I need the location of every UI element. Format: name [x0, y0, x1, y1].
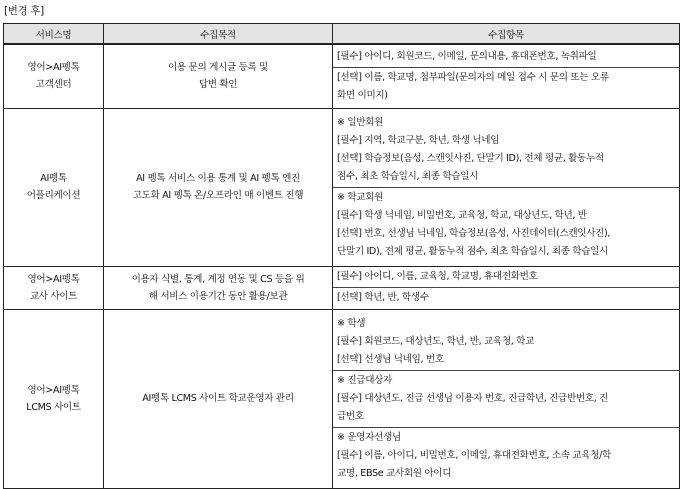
items-block	[333, 67, 679, 106]
purpose-cell	[104, 44, 333, 108]
purpose-line: AI 펭톡 서비스 이용 통계 및 AI 펭톡 엔진	[136, 173, 300, 184]
service-name-line: 영어>AI펭톡	[27, 384, 80, 396]
service-name-line: AI펭톡	[40, 173, 67, 184]
items-line: ※ 진급대상자	[337, 374, 392, 386]
service-name-line: LCMS 사이트	[26, 401, 81, 413]
items-block	[333, 287, 679, 308]
items-cell	[333, 108, 680, 266]
items-line: [선택] 선생님 닉네임, 번호	[337, 353, 444, 365]
header-row	[4, 24, 680, 45]
service-name-line: 영어>AI펭톡	[27, 62, 80, 74]
items-block	[333, 47, 679, 67]
items-line: ※ 학생	[337, 317, 366, 329]
items-line: [선택] 학습정보(음성, 스캔잇사진, 단말기 ID), 전체 평균, 활동누적	[337, 152, 604, 164]
table-row-teacher-site	[4, 266, 680, 309]
purpose-cell	[104, 266, 333, 309]
header-service-name: 서비스명	[4, 24, 104, 45]
service-name-line: 교사 사이트	[29, 290, 78, 302]
table-caption: [변경 후]	[4, 5, 44, 17]
purpose-line: 이용 문의 게시글 등록 및	[168, 62, 268, 74]
items-line: ※ 운영자선생님	[337, 431, 401, 443]
purpose-cell	[104, 309, 333, 488]
items-cell	[333, 44, 680, 108]
service-name-line: 영어>AI펭톡	[27, 273, 80, 285]
items-line: 점수, 최초 학습일시, 최종 학습일시	[337, 170, 479, 182]
items-line: [필수] 아이디, 회원코드, 이메일, 문의내용, 휴대폰번호, 녹취파일	[337, 50, 597, 62]
items-block	[333, 314, 679, 370]
service-name-line: 고객센터	[35, 79, 72, 91]
table-row-customer-center	[4, 44, 680, 108]
items-line: [필수] 이름, 아이디, 비밀번호, 이메일, 휴대전화번호, 소속 교육청/학	[337, 449, 611, 461]
table-row-lcms-site	[4, 309, 680, 488]
items-line: 단말기 ID), 전체 평균, 활동누적 점수, 최초 학습일시, 최종 학습일시	[337, 245, 608, 257]
header-collection-purpose: 수집목적	[104, 24, 333, 45]
items-line: [필수] 대상년도, 진급 선생님 이용자 번호, 진급학년, 진급반번호, 진	[337, 392, 609, 404]
items-block	[333, 370, 679, 427]
items-line: 화면 이미지)	[337, 89, 388, 101]
service-name-cell	[4, 266, 104, 309]
items-line: [선택] 이름, 학교명, 첨부파일(문의자의 메일 접수 시 문의 또는 오류	[337, 71, 609, 83]
items-line: [필수] 지역, 학교구분, 학년, 학생 닉네임	[337, 134, 500, 146]
items-line: 교명, EBSe 교사회원 아이디	[337, 467, 452, 479]
service-name-cell	[4, 108, 104, 266]
purpose-line: AI펭톡 LCMS 사이트 학교운영자 관리	[142, 393, 294, 404]
purpose-line: 해 서비스 이용기간 동안 활용/보관	[148, 290, 288, 302]
service-name-cell	[4, 309, 104, 488]
purpose-line: 답변 확인	[198, 79, 238, 91]
items-line: ※ 일반회원	[337, 116, 384, 128]
purpose-cell	[104, 108, 333, 266]
header-collection-items: 수집항목	[333, 24, 680, 45]
items-line: [필수] 학생 닉네임, 비밀번호, 교육청, 학교, 대상년도, 학년, 반	[337, 209, 587, 221]
items-block	[333, 187, 679, 262]
purpose-line: 이용자 식별, 통계, 계정 연동 및 CS 등을 위	[131, 273, 305, 285]
items-line: [필수] 회원코드, 대상년도, 학년, 반, 교육청, 학교	[337, 335, 534, 347]
items-line: [선택] 학년, 반, 학생수	[337, 292, 429, 303]
items-cell	[333, 309, 680, 488]
items-line: [필수] 아이디, 이름, 교육청, 학교명, 휴대전화번호	[337, 271, 538, 282]
items-line: ※ 학교회원	[337, 191, 384, 203]
items-cell	[333, 266, 680, 309]
items-block	[333, 267, 679, 287]
purpose-line: 고도화 AI 펭톡 온/오프라인 매 이벤트 진행	[132, 190, 304, 201]
items-block	[333, 113, 679, 187]
service-name-cell	[4, 44, 104, 108]
table-row-application	[4, 108, 680, 266]
items-line: [선택] 번호, 선생님 닉네임, 학습정보(음성, 사진데이터(스캔잇사진),	[337, 227, 611, 239]
collection-items-table	[3, 23, 680, 489]
items-line: 급번호	[337, 410, 364, 422]
items-block	[333, 427, 679, 484]
service-name-line: 어플리케이션	[26, 190, 81, 201]
